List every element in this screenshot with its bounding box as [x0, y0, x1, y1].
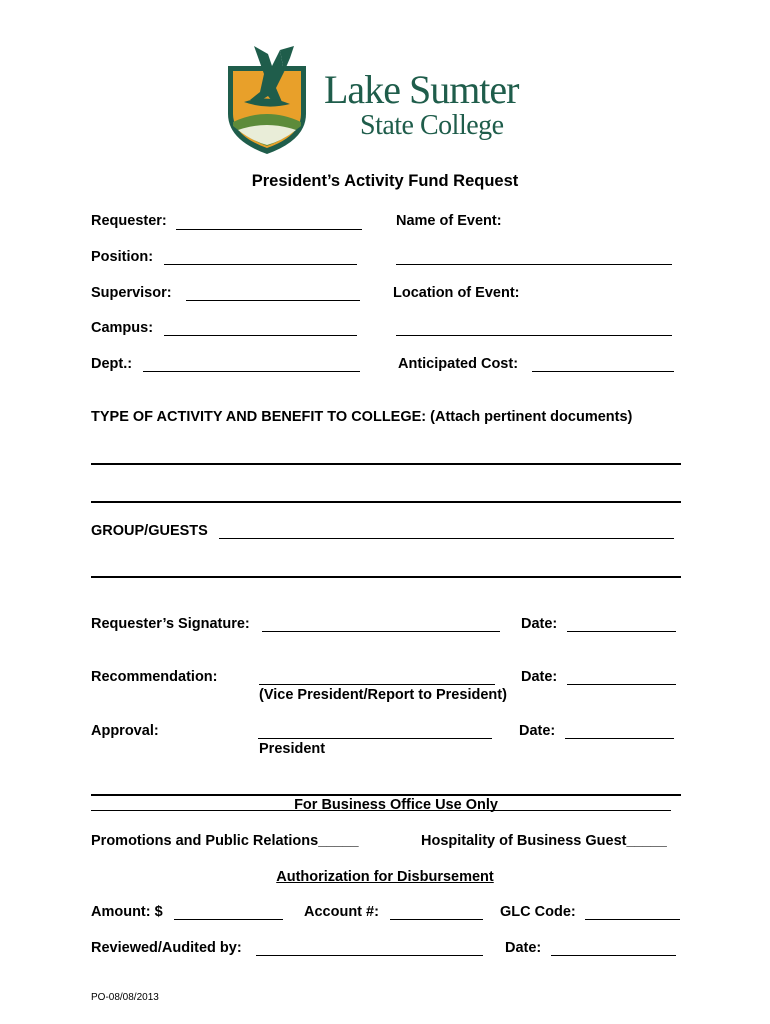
reviewed-label: Reviewed/Audited by:: [91, 940, 242, 956]
recommendation-field[interactable]: [259, 684, 495, 685]
dept-label: Dept.:: [91, 356, 133, 372]
glc-code-label: GLC Code:: [500, 904, 576, 920]
anticipated-cost-label: Anticipated Cost:: [398, 356, 519, 372]
anticipated-cost-field[interactable]: [532, 371, 674, 372]
amount-field[interactable]: [174, 919, 283, 920]
business-office-top-rule: [91, 794, 681, 796]
campus-field[interactable]: [164, 335, 357, 336]
authorization-heading: Authorization for Disbursement: [276, 869, 494, 885]
requester-date-label: Date:: [521, 616, 558, 632]
requester-date-field[interactable]: [567, 631, 676, 632]
name-of-event-label: Name of Event:: [396, 213, 502, 229]
form-title: President’s Activity Fund Request: [251, 172, 519, 190]
president-note: President: [259, 741, 326, 757]
activity-line-1[interactable]: [91, 463, 681, 465]
amount-label: Amount: $: [91, 904, 163, 920]
type-of-activity-label: TYPE OF ACTIVITY AND BENEFIT TO COLLEGE: (Attach pertinent documents): [91, 409, 633, 425]
approval-date-label: Date:: [519, 723, 556, 739]
account-label: Account #:: [304, 904, 379, 920]
requester-signature-label: Requester’s Signature:: [91, 616, 250, 632]
reviewed-field[interactable]: [256, 955, 483, 956]
group-guests-label: GROUP/GUESTS: [91, 523, 208, 539]
recommendation-date-field[interactable]: [567, 684, 676, 685]
activity-line-2[interactable]: [91, 501, 681, 503]
promotions-option[interactable]: Promotions and Public Relations_____: [91, 833, 359, 849]
hospitality-option[interactable]: Hospitality of Business Guest_____: [421, 833, 667, 849]
reviewed-date-label: Date:: [505, 940, 542, 956]
requester-signature-field[interactable]: [262, 631, 500, 632]
glc-code-field[interactable]: [585, 919, 680, 920]
eagle-shield-icon: [224, 44, 310, 156]
vp-note: (Vice President/Report to President): [259, 687, 507, 703]
logo-name-line1: Lake Sumter: [324, 67, 519, 112]
supervisor-field[interactable]: [186, 300, 360, 301]
position-label: Position:: [91, 249, 154, 265]
campus-label: Campus:: [91, 320, 154, 336]
group-guests-line-2[interactable]: [91, 576, 681, 578]
name-of-event-field[interactable]: [396, 264, 672, 265]
form-code: PO-08/08/2013: [91, 992, 159, 1003]
group-guests-field[interactable]: [219, 538, 674, 539]
supervisor-label: Supervisor:: [91, 285, 172, 301]
approval-date-field[interactable]: [565, 738, 674, 739]
location-of-event-field[interactable]: [396, 335, 672, 336]
requester-field[interactable]: [176, 229, 362, 230]
approval-label: Approval:: [91, 723, 159, 739]
position-field[interactable]: [164, 264, 357, 265]
requester-label: Requester:: [91, 213, 167, 229]
college-logo: [224, 44, 554, 156]
approval-field[interactable]: [258, 738, 492, 739]
logo-name-line2: State College: [360, 110, 504, 141]
business-office-header: For Business Office Use Only: [294, 797, 498, 813]
account-field[interactable]: [390, 919, 483, 920]
location-of-event-label: Location of Event:: [393, 285, 520, 301]
recommendation-date-label: Date:: [521, 669, 558, 685]
dept-field[interactable]: [143, 371, 360, 372]
recommendation-label: Recommendation:: [91, 669, 218, 685]
reviewed-date-field[interactable]: [551, 955, 676, 956]
